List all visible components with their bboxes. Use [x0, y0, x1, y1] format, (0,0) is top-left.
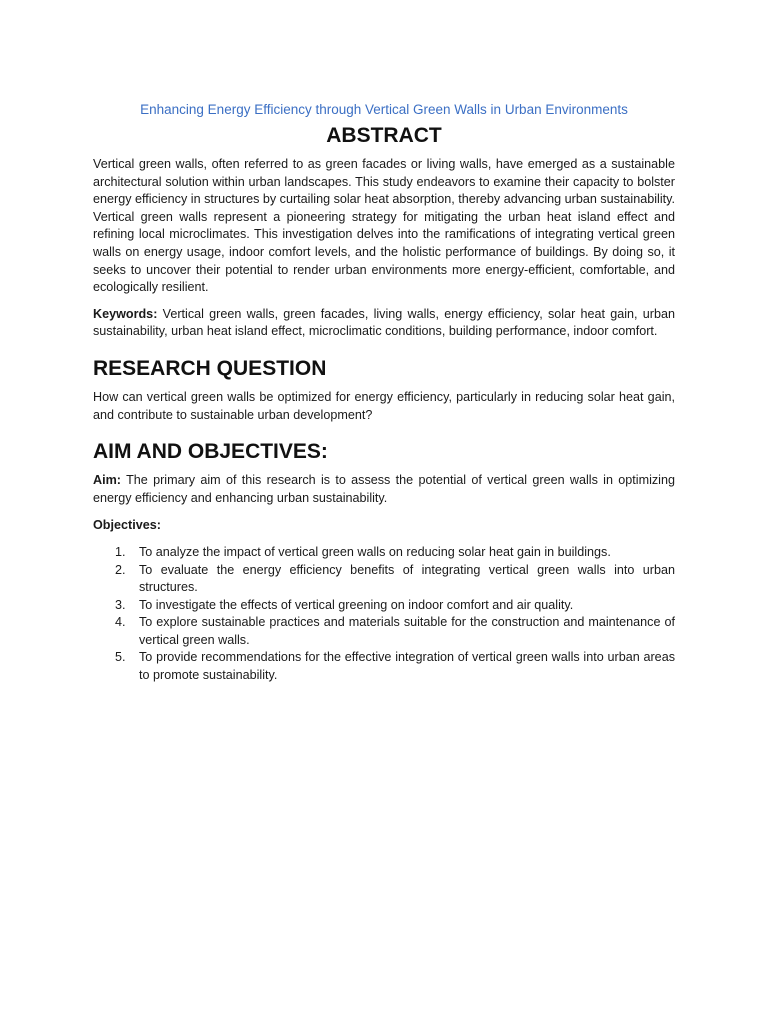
aim-paragraph	[93, 472, 675, 507]
objectives-list	[93, 544, 675, 685]
research-question-paragraph: How can vertical green walls be optimized for energy efficiency, particularly in reducing solar heat gain, and contribute to sustainable urban development?	[93, 389, 675, 422]
objectives-label: Objectives:	[93, 518, 161, 533]
keywords-text: Vertical green walls, green facades, living walls, energy efficiency, solar heat gain, urban sustainability, urban heat island effect, microclimatic conditions, building performance, indoor comfort.	[93, 306, 675, 339]
objective-item	[93, 597, 675, 615]
abstract-paragraph: Vertical green walls, often referred to as green facades or living walls, have emerged as a sustainable architectural solution within urban landscapes. This study endeavors to examine their capacity to bolster energy efficiency in structures by curtailing solar heat absorption, thereby advancing urban sustainability. Vertical green walls represent a pioneering strategy for mitigating the urban heat island effect and refining local microclimates. This investigation delves into the ramifications of integrating vertical green walls on energy usage, indoor comfort levels, and the holistic performance of buildings. By doing so, it seeks to uncover their potential to render urban environments more energy-efficient, comfortable, and ecologically resilient.	[93, 157, 675, 295]
keywords-label: Keywords:	[93, 306, 158, 321]
objective-number: 3.	[115, 597, 126, 612]
keywords-paragraph	[93, 306, 675, 341]
objective-number: 1.	[115, 544, 126, 559]
document-title: Enhancing Energy Efficiency through Vertical Green Walls in Urban Environments	[140, 102, 628, 117]
objective-text: To analyze the impact of vertical green walls on reducing solar heat gain in buildings.	[139, 544, 611, 559]
aim-text: The primary aim of this research is to assess the potential of vertical green walls in optimizing energy efficiency and enhancing urban sustainability.	[93, 473, 675, 505]
aim-objectives-heading: AIM AND OBJECTIVES:	[93, 440, 328, 464]
aim-label: Aim:	[93, 473, 121, 488]
document-page	[93, 100, 675, 685]
objective-number: 5.	[115, 650, 126, 665]
objective-text: To investigate the effects of vertical greening on indoor comfort and air quality.	[139, 597, 574, 612]
objective-text: To evaluate the energy efficiency benefits of integrating vertical green walls into urban structures.	[139, 562, 675, 595]
objective-item	[93, 562, 675, 597]
abstract-heading: ABSTRACT	[326, 124, 442, 147]
research-question-heading: RESEARCH QUESTION	[93, 356, 327, 380]
objective-number: 2.	[115, 562, 126, 577]
objective-item	[93, 649, 675, 684]
objective-text: To provide recommendations for the effective integration of vertical green walls into urban areas to promote sustainability.	[139, 650, 675, 683]
objective-item	[93, 544, 675, 562]
objective-number: 4.	[115, 615, 126, 630]
objective-item	[93, 614, 675, 649]
objective-text: To explore sustainable practices and materials suitable for the construction and maintenance of vertical green walls.	[139, 615, 675, 647]
